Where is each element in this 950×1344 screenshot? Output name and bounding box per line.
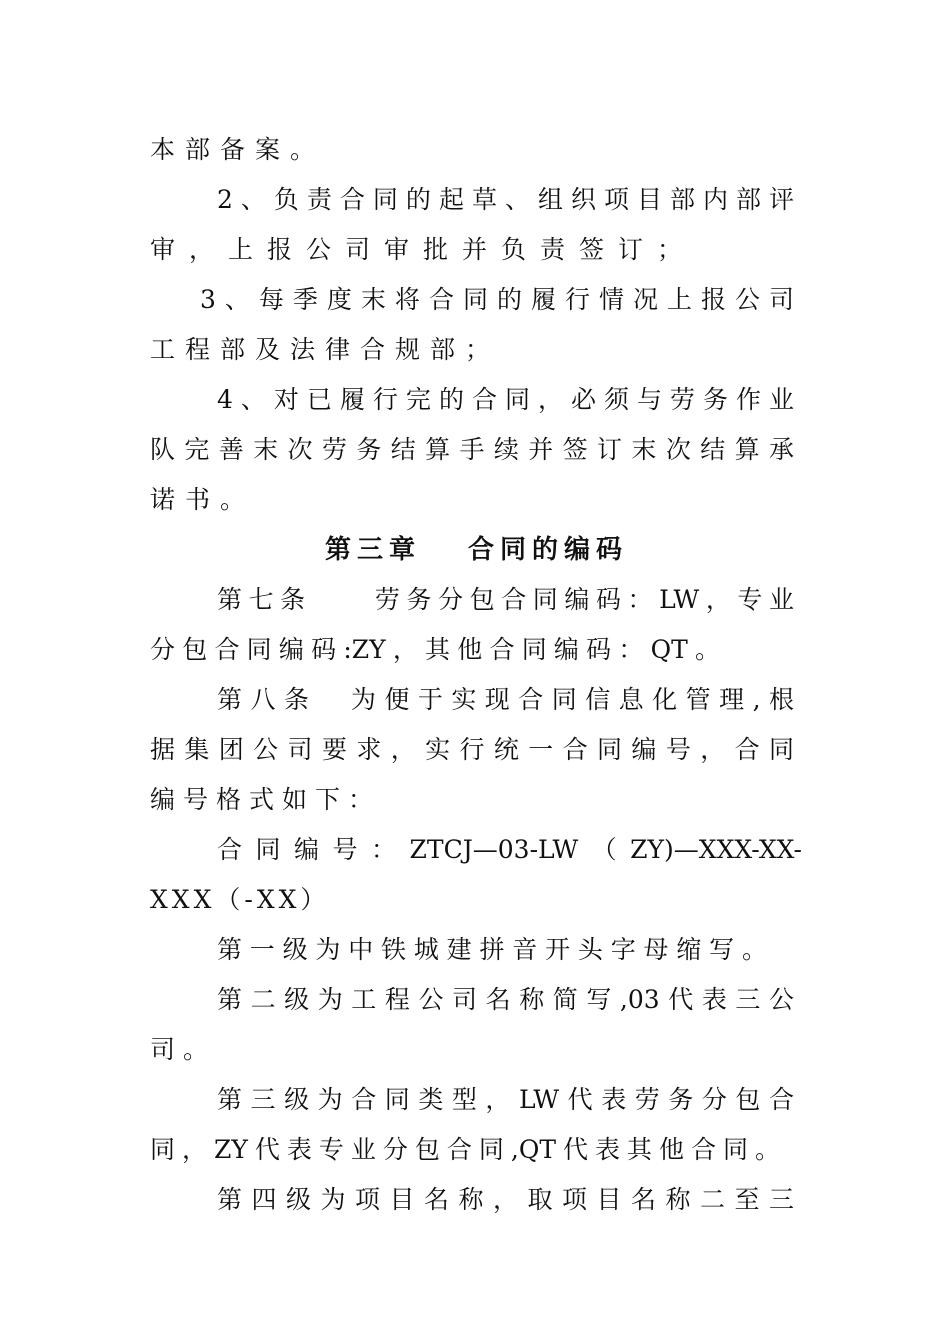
paragraph-line: 编号格式如下：: [150, 785, 382, 814]
paragraph-line: 第二级为工程公司名称简写,03代表三公: [217, 985, 794, 1014]
paragraph-line: 本部备案。: [150, 135, 326, 164]
paragraph-line: 4、对已履行完的合同，必须与劳务作业: [217, 385, 794, 414]
paragraph-line: 2、负责合同的起草、组织项目部内部评: [217, 185, 794, 214]
paragraph-line: 第七条 劳务分包合同编码：LW，专业: [217, 585, 794, 614]
paragraph-line: 第三级为合同类型，LW代表劳务分包合: [217, 1085, 794, 1114]
paragraph-line: 3、每季度末将合同的履行情况上报公司: [200, 285, 794, 314]
paragraph-line: 司。: [150, 1035, 217, 1064]
paragraph-line: 审，上报公司审批并负责签订；: [150, 235, 697, 264]
paragraph-line: 合同编号：ZTCJ—03-LW（ZY)—XXX-XX-: [217, 835, 802, 864]
paragraph-line: 第八条 为便于实现合同信息化管理,根: [217, 685, 794, 714]
paragraph-line: XXX（-XX）: [150, 885, 330, 914]
chapter-heading: 第三章 合同的编码: [325, 535, 629, 565]
paragraph-line: 工程部及法律合规部；: [150, 335, 501, 364]
paragraph-line: 队完善末次劳务结算手续并签订末次结算承: [150, 435, 794, 464]
paragraph-line: 第一级为中铁城建拼音开头字母缩写。: [217, 935, 767, 964]
paragraph-line: 同，ZY代表专业分包合同,QT代表其他合同。: [150, 1135, 780, 1164]
paragraph-line: 据集团公司要求，实行统一合同编号，合同: [150, 735, 794, 764]
paragraph-line: 分包合同编码:ZY，其他合同编码：QT。: [150, 635, 720, 664]
paragraph-line: 第四级为项目名称，取项目名称二至三: [217, 1185, 794, 1214]
paragraph-line: 诺书。: [150, 485, 256, 514]
